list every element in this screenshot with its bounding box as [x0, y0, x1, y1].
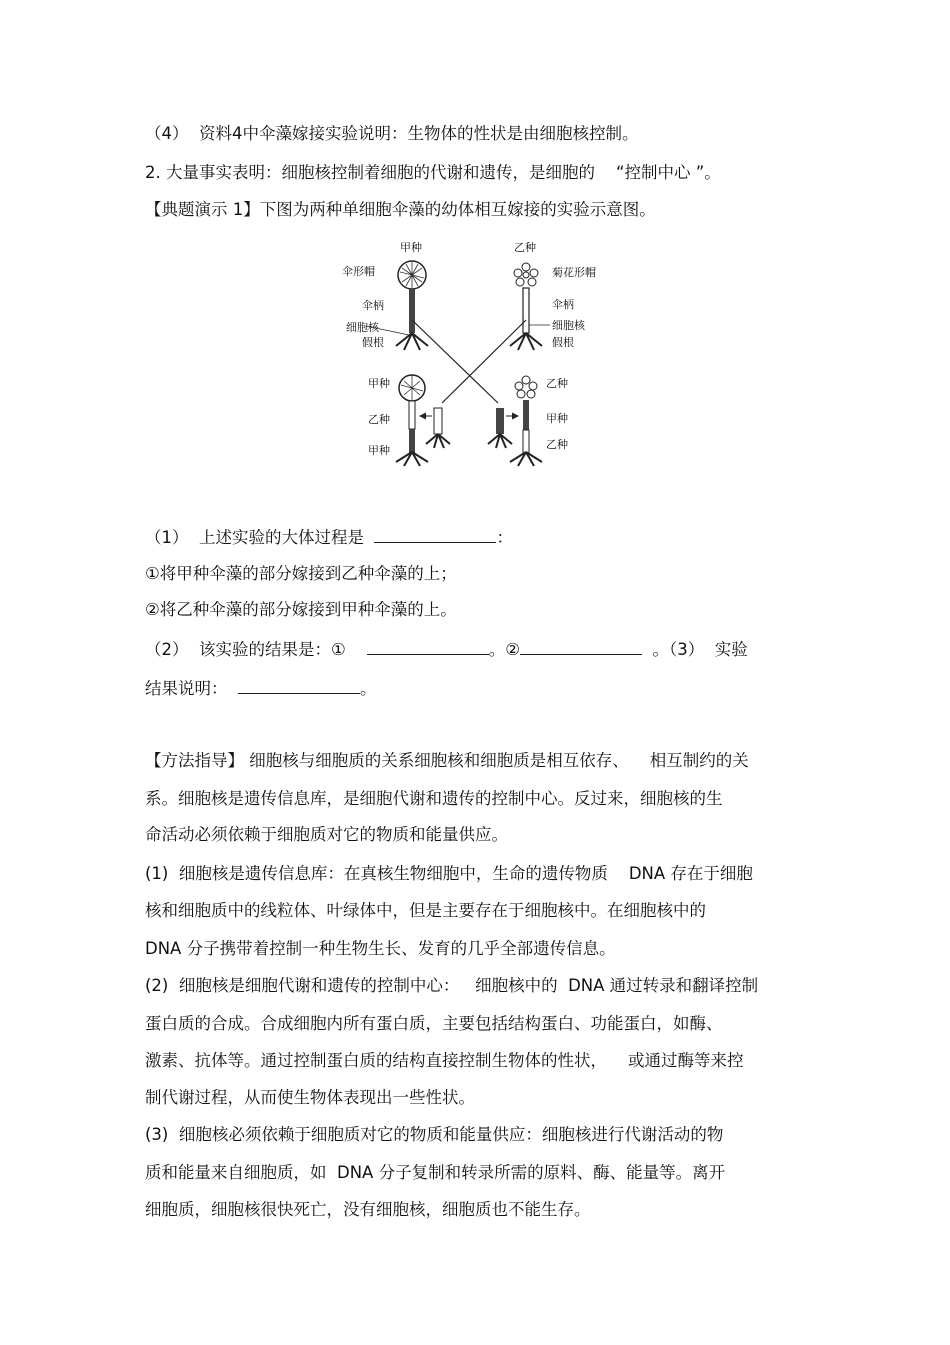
point-1-line-1: (1) 细胞核是遗传信息库：在真核生物细胞中，生命的遗传物质 DNA 存在于细胞	[145, 864, 753, 883]
label-rhizoid-right: 假根	[552, 336, 574, 349]
question-3-result	[145, 676, 377, 700]
answer-blank-3[interactable]	[520, 637, 642, 655]
flower-cap-icon	[514, 263, 538, 286]
label-b-yi-stalk: 乙种	[368, 413, 390, 426]
answer-blank-1[interactable]	[374, 525, 496, 543]
point-3-line-2: 质和能量来自细胞质，如 DNA 分子复制和转录所需的原料、酶、能量等。离开	[145, 1163, 726, 1182]
rhizoid-icon	[510, 333, 542, 350]
step-1: ①将甲种伞藻的部分嫁接到乙种伞藻的上；	[145, 564, 457, 583]
method-line-3: 命活动必须依赖于细胞质对它的物质和能量供应。	[145, 825, 508, 844]
flower-cap-icon	[515, 376, 537, 398]
stalk-icon	[409, 289, 415, 333]
stalk-icon	[523, 288, 529, 333]
label-flower-cap: 菊花形帽	[552, 266, 596, 279]
question-3-result-text: 结果说明：	[145, 679, 238, 698]
question-2	[145, 637, 748, 661]
label-b-jia-cap: 甲种	[368, 377, 390, 390]
grafting-diagram	[330, 238, 620, 470]
label-b-jia-root: 甲种	[368, 444, 390, 457]
label-yi-top: 乙种	[514, 241, 536, 254]
point-2-line-4: 制代谢过程，从而使生物体表现出一些性状。	[145, 1088, 475, 1107]
point-3-line-3: 细胞质，细胞核很快死亡，没有细胞核，细胞质也不能生存。	[145, 1200, 591, 1219]
question-1-colon: ：	[496, 528, 513, 547]
label-stalk-right: 伞柄	[552, 298, 574, 311]
rhizoid-icon	[396, 333, 428, 350]
label-nucleus-left: 细胞核	[346, 321, 379, 334]
question-3-text: 。（3） 实验	[642, 640, 748, 659]
step-2: ②将乙种伞藻的部分嫁接到甲种伞藻的上。	[145, 600, 457, 619]
question-1-text: （1） 上述实验的大体过程是	[145, 528, 375, 547]
method-line-2: 系。细胞核是遗传信息库，是细胞代谢和遗传的控制中心。反过来，细胞核的生	[145, 789, 723, 808]
point-1-line-3: DNA 分子携带着控制一种生物生长、发育的几乎全部遗传信息。	[145, 939, 616, 958]
label-b-yi-root: 乙种	[546, 438, 568, 451]
text-line-fact: 2. 大量事实表明：细胞核控制着细胞的代谢和遗传，是细胞的 “控制中心 ”。	[145, 163, 721, 182]
question-2-mid: 。②	[488, 640, 521, 659]
label-stalk-left: 伞柄	[362, 299, 384, 312]
label-umbrella-cap: 伞形帽	[342, 265, 375, 278]
answer-blank-2[interactable]	[367, 637, 489, 655]
example-heading: 【典题演示 1】下图为两种单细胞伞藻的幼体相互嫁接的实验示意图。	[145, 200, 656, 219]
point-2-line-1: (2) 细胞核是细胞代谢和遗传的控制中心： 细胞核中的 DNA 通过转录和翻译控制	[145, 976, 759, 995]
method-line-1: 【方法指导】 细胞核与细胞质的关系细胞核和细胞质是相互依存、 相互制约的关	[145, 751, 749, 770]
label-nucleus-right: 细胞核	[552, 319, 585, 332]
label-jia-top: 甲种	[400, 241, 422, 254]
label-rhizoid-left: 假根	[362, 336, 384, 349]
point-2-line-2: 蛋白质的合成。合成细胞内所有蛋白质，主要包括结构蛋白、功能蛋白，如酶、	[145, 1014, 723, 1033]
text-line-4: （4） 资料4中伞藻嫁接实验说明：生物体的性状是由细胞核控制。	[145, 124, 639, 143]
question-2-text: （2） 该实验的结果是：①	[145, 640, 367, 659]
answer-blank-4[interactable]	[238, 676, 360, 694]
label-b-jia-stalk: 甲种	[546, 412, 568, 425]
point-3-line-1: (3) 细胞核必须依赖于细胞质对它的物质和能量供应：细胞核进行代谢活动的物	[145, 1125, 724, 1144]
point-2-line-3: 激素、抗体等。通过控制蛋白质的结构直接控制生物体的性状， 或通过酶等来控	[145, 1051, 744, 1070]
question-1	[145, 525, 513, 549]
point-1-line-2: 核和细胞质中的线粒体、叶绿体中，但是主要存在于细胞核中。在细胞核中的	[145, 901, 706, 920]
rhizoid-icon	[396, 452, 428, 466]
question-3-period: 。	[360, 679, 377, 698]
label-b-yi-cap: 乙种	[546, 377, 568, 390]
